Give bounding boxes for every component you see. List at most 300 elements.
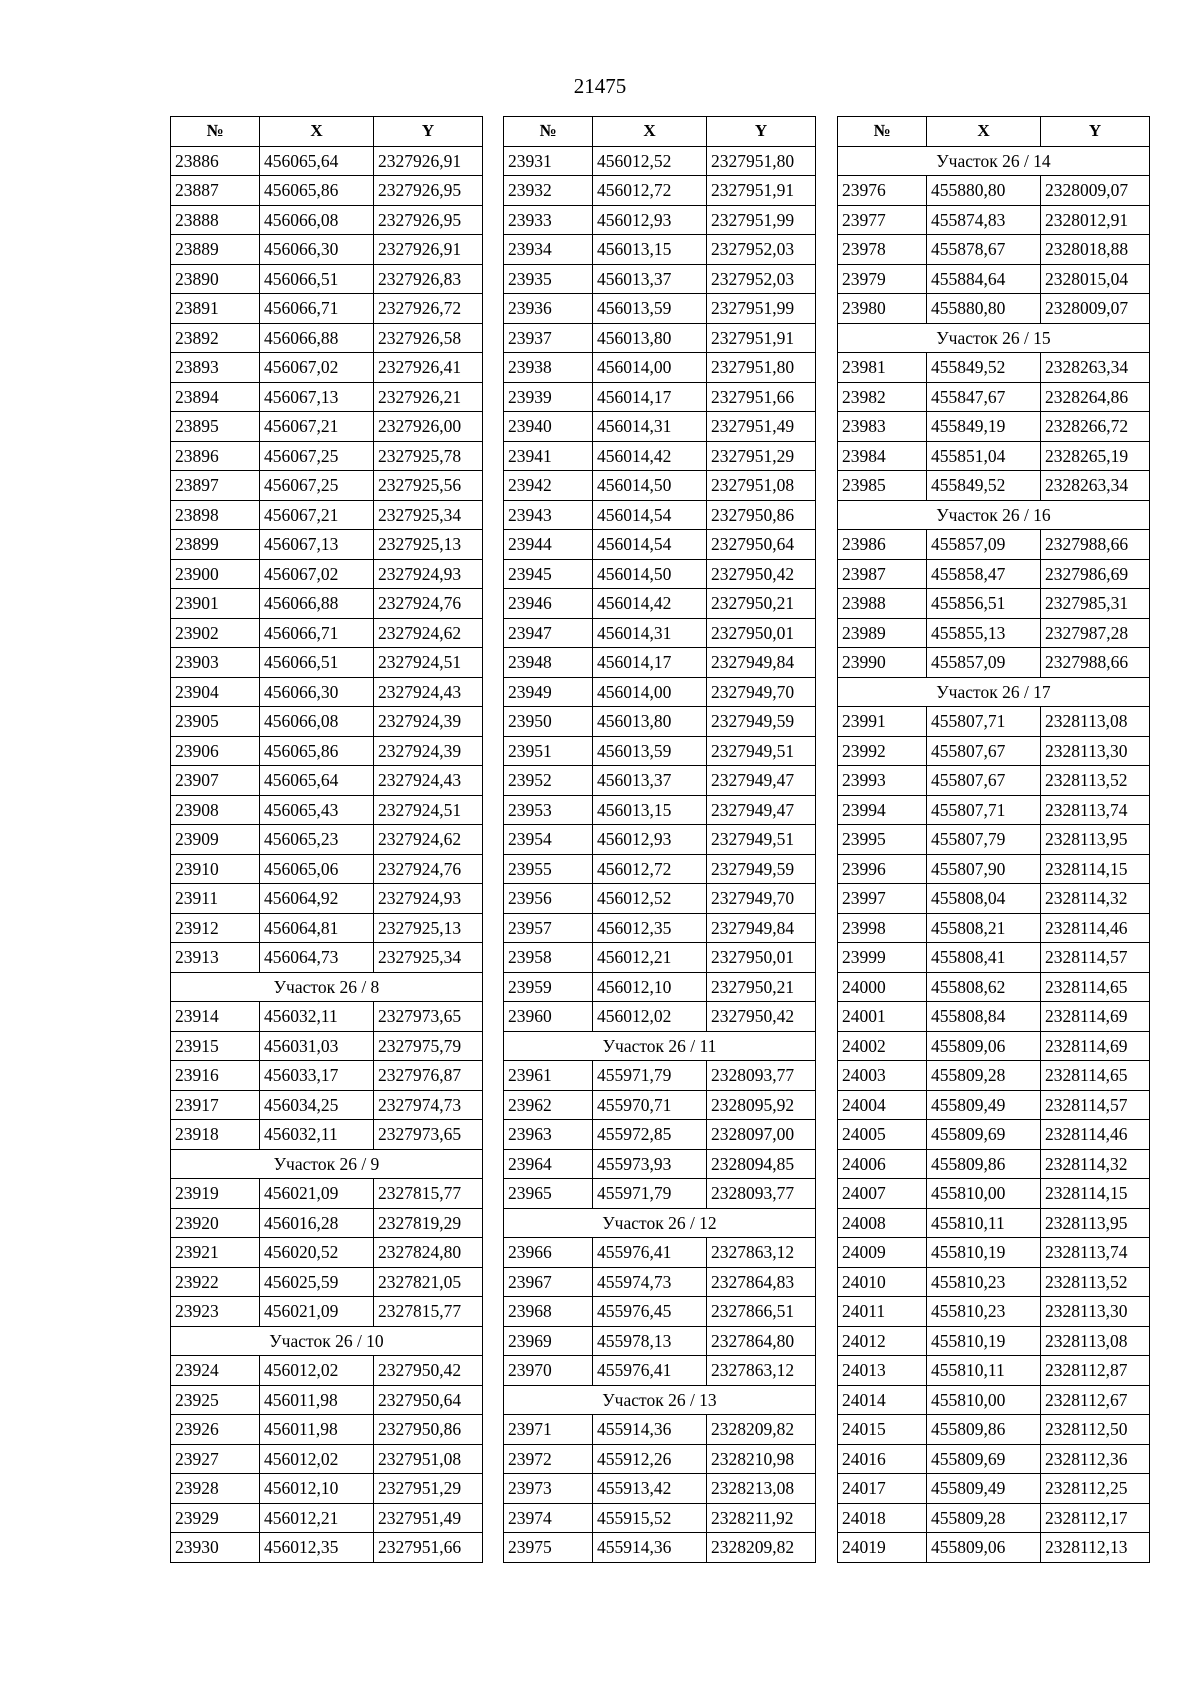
x-coordinate-cell: 455810,23 — [927, 1267, 1041, 1297]
table-row — [504, 1090, 816, 1120]
table-row — [838, 294, 1150, 324]
table-row — [504, 677, 816, 707]
y-coordinate-cell: 2328263,34 — [1041, 471, 1150, 501]
table-row — [171, 618, 483, 648]
x-coordinate-cell: 455978,13 — [593, 1326, 707, 1356]
table-row — [504, 323, 816, 353]
y-coordinate-cell: 2328097,00 — [707, 1120, 816, 1150]
section-title: Участок 26 / 15 — [838, 323, 1150, 353]
section-title: Участок 26 / 8 — [171, 972, 483, 1002]
point-number-cell: 23962 — [504, 1090, 593, 1120]
page-number: 21475 — [573, 74, 627, 98]
point-number-cell: 23965 — [504, 1179, 593, 1209]
y-coordinate-cell: 2328009,07 — [1041, 176, 1150, 206]
table-row — [838, 884, 1150, 914]
point-number-cell: 24014 — [838, 1385, 927, 1415]
y-coordinate-cell: 2328114,57 — [1041, 943, 1150, 973]
x-coordinate-cell: 456013,15 — [593, 795, 707, 825]
x-coordinate-cell: 455807,67 — [927, 736, 1041, 766]
x-coordinate-cell: 455856,51 — [927, 589, 1041, 619]
column-header-y: Y — [707, 117, 816, 147]
point-number-cell: 23986 — [838, 530, 927, 560]
table-row — [504, 795, 816, 825]
y-coordinate-cell: 2327950,01 — [707, 618, 816, 648]
y-coordinate-cell: 2328211,92 — [707, 1503, 816, 1533]
y-coordinate-cell: 2327926,58 — [374, 323, 483, 353]
point-number-cell: 24002 — [838, 1031, 927, 1061]
table-row — [838, 176, 1150, 206]
table-row — [504, 618, 816, 648]
table-row — [171, 530, 483, 560]
table-row — [504, 235, 816, 265]
y-coordinate-cell: 2327863,12 — [707, 1238, 816, 1268]
point-number-cell: 23907 — [171, 766, 260, 796]
x-coordinate-cell: 456066,71 — [260, 618, 374, 648]
x-coordinate-cell: 455807,71 — [927, 795, 1041, 825]
x-coordinate-cell: 456066,08 — [260, 205, 374, 235]
coordinates-table-2 — [503, 116, 816, 1563]
table-row — [504, 707, 816, 737]
point-number-cell: 23916 — [171, 1061, 260, 1091]
point-number-cell: 24000 — [838, 972, 927, 1002]
point-number-cell: 23991 — [838, 707, 927, 737]
point-number-cell: 23891 — [171, 294, 260, 324]
x-coordinate-cell: 455810,00 — [927, 1179, 1041, 1209]
table-row — [171, 1061, 483, 1091]
x-coordinate-cell: 456025,59 — [260, 1267, 374, 1297]
x-coordinate-cell: 455809,86 — [927, 1149, 1041, 1179]
point-number-cell: 23961 — [504, 1061, 593, 1091]
x-coordinate-cell: 455809,06 — [927, 1031, 1041, 1061]
point-number-cell: 23938 — [504, 353, 593, 383]
section-header-row — [838, 323, 1150, 353]
y-coordinate-cell: 2328113,74 — [1041, 1238, 1150, 1268]
x-coordinate-cell: 455809,49 — [927, 1474, 1041, 1504]
y-coordinate-cell: 2327950,86 — [374, 1415, 483, 1445]
point-number-cell: 23894 — [171, 382, 260, 412]
section-header-row — [838, 677, 1150, 707]
point-number-cell: 23908 — [171, 795, 260, 825]
table-row — [171, 412, 483, 442]
y-coordinate-cell: 2327986,69 — [1041, 559, 1150, 589]
column-header-x: X — [593, 117, 707, 147]
x-coordinate-cell: 456014,54 — [593, 530, 707, 560]
y-coordinate-cell: 2328114,32 — [1041, 1149, 1150, 1179]
y-coordinate-cell: 2327924,39 — [374, 707, 483, 737]
coordinates-table-1 — [170, 116, 483, 1563]
y-coordinate-cell: 2327951,49 — [374, 1503, 483, 1533]
point-number-cell: 23899 — [171, 530, 260, 560]
table-row — [171, 677, 483, 707]
section-header-row — [504, 1031, 816, 1061]
table-row — [504, 382, 816, 412]
section-title: Участок 26 / 13 — [504, 1385, 816, 1415]
table-row — [838, 618, 1150, 648]
y-coordinate-cell: 2328114,69 — [1041, 1002, 1150, 1032]
x-coordinate-cell: 455914,36 — [593, 1533, 707, 1563]
y-coordinate-cell: 2328264,86 — [1041, 382, 1150, 412]
point-number-cell: 23970 — [504, 1356, 593, 1386]
table-row — [838, 648, 1150, 678]
y-coordinate-cell: 2328114,57 — [1041, 1090, 1150, 1120]
table-row — [838, 1120, 1150, 1150]
x-coordinate-cell: 455913,42 — [593, 1474, 707, 1504]
x-coordinate-cell: 455847,67 — [927, 382, 1041, 412]
y-coordinate-cell: 2327951,80 — [707, 146, 816, 176]
table-row — [504, 1474, 816, 1504]
x-coordinate-cell: 455810,19 — [927, 1238, 1041, 1268]
point-number-cell: 23900 — [171, 559, 260, 589]
y-coordinate-cell: 2327949,70 — [707, 677, 816, 707]
y-coordinate-cell: 2327951,66 — [374, 1533, 483, 1563]
x-coordinate-cell: 455807,71 — [927, 707, 1041, 737]
table-row — [171, 943, 483, 973]
table-row — [838, 441, 1150, 471]
point-number-cell: 23913 — [171, 943, 260, 973]
table-row — [504, 766, 816, 796]
section-header-row — [838, 500, 1150, 530]
x-coordinate-cell: 455857,09 — [927, 648, 1041, 678]
y-coordinate-cell: 2327951,99 — [707, 294, 816, 324]
x-coordinate-cell: 456016,28 — [260, 1208, 374, 1238]
section-title: Участок 26 / 14 — [838, 146, 1150, 176]
x-coordinate-cell: 455976,41 — [593, 1356, 707, 1386]
y-coordinate-cell: 2327951,08 — [374, 1444, 483, 1474]
table-row — [838, 1533, 1150, 1563]
x-coordinate-cell: 456014,00 — [593, 353, 707, 383]
y-coordinate-cell: 2327924,76 — [374, 854, 483, 884]
point-number-cell: 23914 — [171, 1002, 260, 1032]
table-row — [171, 1533, 483, 1563]
point-number-cell: 23975 — [504, 1533, 593, 1563]
y-coordinate-cell: 2327950,64 — [707, 530, 816, 560]
y-coordinate-cell: 2328113,95 — [1041, 1208, 1150, 1238]
point-number-cell: 23905 — [171, 707, 260, 737]
x-coordinate-cell: 456013,80 — [593, 707, 707, 737]
y-coordinate-cell: 2327815,77 — [374, 1179, 483, 1209]
table-row — [504, 441, 816, 471]
x-coordinate-cell: 455810,23 — [927, 1297, 1041, 1327]
point-number-cell: 24019 — [838, 1533, 927, 1563]
table-row — [838, 412, 1150, 442]
x-coordinate-cell: 455809,86 — [927, 1415, 1041, 1445]
y-coordinate-cell: 2327951,91 — [707, 323, 816, 353]
y-coordinate-cell: 2327925,56 — [374, 471, 483, 501]
y-coordinate-cell: 2328209,82 — [707, 1533, 816, 1563]
table-header-row — [838, 117, 1150, 147]
table-row — [504, 1415, 816, 1445]
point-number-cell: 24004 — [838, 1090, 927, 1120]
table-row — [171, 736, 483, 766]
point-number-cell: 23988 — [838, 589, 927, 619]
column-header-x: X — [260, 117, 374, 147]
y-coordinate-cell: 2327821,05 — [374, 1267, 483, 1297]
table-row — [504, 972, 816, 1002]
table-row — [838, 1385, 1150, 1415]
table-row — [171, 1238, 483, 1268]
point-number-cell: 23994 — [838, 795, 927, 825]
x-coordinate-cell: 456021,09 — [260, 1297, 374, 1327]
table-row — [838, 1149, 1150, 1179]
point-number-cell: 23937 — [504, 323, 593, 353]
table-row — [504, 1326, 816, 1356]
y-coordinate-cell: 2327924,43 — [374, 766, 483, 796]
y-coordinate-cell: 2328112,87 — [1041, 1356, 1150, 1386]
column-header-x: X — [927, 117, 1041, 147]
point-number-cell: 23972 — [504, 1444, 593, 1474]
y-coordinate-cell: 2327952,03 — [707, 235, 816, 265]
y-coordinate-cell: 2327950,86 — [707, 500, 816, 530]
table-row — [504, 884, 816, 914]
point-number-cell: 23967 — [504, 1267, 593, 1297]
table-row — [838, 1061, 1150, 1091]
x-coordinate-cell: 455878,67 — [927, 235, 1041, 265]
y-coordinate-cell: 2328114,32 — [1041, 884, 1150, 914]
y-coordinate-cell: 2328113,30 — [1041, 1297, 1150, 1327]
x-coordinate-cell: 455810,00 — [927, 1385, 1041, 1415]
point-number-cell: 23944 — [504, 530, 593, 560]
y-coordinate-cell: 2327949,59 — [707, 707, 816, 737]
x-coordinate-cell: 456032,11 — [260, 1120, 374, 1150]
table-row — [504, 1238, 816, 1268]
table-row — [504, 1149, 816, 1179]
table-header-row — [171, 117, 483, 147]
y-coordinate-cell: 2327819,29 — [374, 1208, 483, 1238]
point-number-cell: 24007 — [838, 1179, 927, 1209]
y-coordinate-cell: 2328263,34 — [1041, 353, 1150, 383]
x-coordinate-cell: 456014,17 — [593, 382, 707, 412]
point-number-cell: 23950 — [504, 707, 593, 737]
x-coordinate-cell: 456012,02 — [260, 1356, 374, 1386]
table-row — [504, 353, 816, 383]
point-number-cell: 23912 — [171, 913, 260, 943]
point-number-cell: 23973 — [504, 1474, 593, 1504]
point-number-cell: 23989 — [838, 618, 927, 648]
y-coordinate-cell: 2328266,72 — [1041, 412, 1150, 442]
x-coordinate-cell: 455880,80 — [927, 294, 1041, 324]
point-number-cell: 24011 — [838, 1297, 927, 1327]
x-coordinate-cell: 456067,21 — [260, 500, 374, 530]
table-row — [838, 1356, 1150, 1386]
point-number-cell: 23999 — [838, 943, 927, 973]
x-coordinate-cell: 456012,35 — [260, 1533, 374, 1563]
point-number-cell: 23963 — [504, 1120, 593, 1150]
y-coordinate-cell: 2328093,77 — [707, 1179, 816, 1209]
table-row — [838, 913, 1150, 943]
column-header-number: № — [838, 117, 927, 147]
y-coordinate-cell: 2328094,85 — [707, 1149, 816, 1179]
table-row — [838, 972, 1150, 1002]
table-row — [171, 382, 483, 412]
y-coordinate-cell: 2327952,03 — [707, 264, 816, 294]
point-number-cell: 23934 — [504, 235, 593, 265]
y-coordinate-cell: 2327949,84 — [707, 913, 816, 943]
x-coordinate-cell: 455807,67 — [927, 766, 1041, 796]
y-coordinate-cell: 2327988,66 — [1041, 530, 1150, 560]
table-row — [171, 589, 483, 619]
table-row — [171, 1002, 483, 1032]
table-row — [838, 1474, 1150, 1504]
point-number-cell: 23886 — [171, 146, 260, 176]
table-row — [504, 1061, 816, 1091]
table-row — [504, 1297, 816, 1327]
point-number-cell: 23920 — [171, 1208, 260, 1238]
x-coordinate-cell: 456064,73 — [260, 943, 374, 973]
table-row — [838, 1415, 1150, 1445]
y-coordinate-cell: 2327924,93 — [374, 884, 483, 914]
table-row — [171, 707, 483, 737]
point-number-cell: 23959 — [504, 972, 593, 1002]
x-coordinate-cell: 455915,52 — [593, 1503, 707, 1533]
x-coordinate-cell: 455809,49 — [927, 1090, 1041, 1120]
point-number-cell: 23910 — [171, 854, 260, 884]
point-number-cell: 23998 — [838, 913, 927, 943]
point-number-cell: 23948 — [504, 648, 593, 678]
y-coordinate-cell: 2327926,72 — [374, 294, 483, 324]
x-coordinate-cell: 455849,52 — [927, 471, 1041, 501]
x-coordinate-cell: 455849,19 — [927, 412, 1041, 442]
y-coordinate-cell: 2327925,13 — [374, 530, 483, 560]
x-coordinate-cell: 456014,31 — [593, 412, 707, 442]
point-number-cell: 23993 — [838, 766, 927, 796]
table-row — [171, 1297, 483, 1327]
x-coordinate-cell: 455810,11 — [927, 1208, 1041, 1238]
x-coordinate-cell: 455810,19 — [927, 1326, 1041, 1356]
point-number-cell: 23955 — [504, 854, 593, 884]
x-coordinate-cell: 456064,81 — [260, 913, 374, 943]
point-number-cell: 23895 — [171, 412, 260, 442]
point-number-cell: 23922 — [171, 1267, 260, 1297]
table-row — [171, 1208, 483, 1238]
x-coordinate-cell: 456014,50 — [593, 559, 707, 589]
table-row — [171, 648, 483, 678]
y-coordinate-cell: 2327925,78 — [374, 441, 483, 471]
x-coordinate-cell: 456013,37 — [593, 766, 707, 796]
x-coordinate-cell: 456014,50 — [593, 471, 707, 501]
x-coordinate-cell: 456014,00 — [593, 677, 707, 707]
table-row — [504, 736, 816, 766]
section-header-row — [504, 1385, 816, 1415]
y-coordinate-cell: 2328114,65 — [1041, 972, 1150, 1002]
table-row — [504, 913, 816, 943]
x-coordinate-cell: 456067,02 — [260, 353, 374, 383]
x-coordinate-cell: 455974,73 — [593, 1267, 707, 1297]
y-coordinate-cell: 2327951,99 — [707, 205, 816, 235]
table-row — [171, 1444, 483, 1474]
x-coordinate-cell: 456012,02 — [593, 1002, 707, 1032]
table-row — [838, 1002, 1150, 1032]
x-coordinate-cell: 456067,13 — [260, 382, 374, 412]
table-row — [838, 943, 1150, 973]
x-coordinate-cell: 456012,21 — [260, 1503, 374, 1533]
y-coordinate-cell: 2327973,65 — [374, 1120, 483, 1150]
point-number-cell: 23996 — [838, 854, 927, 884]
table-row — [504, 471, 816, 501]
point-number-cell: 24013 — [838, 1356, 927, 1386]
y-coordinate-cell: 2327926,91 — [374, 146, 483, 176]
y-coordinate-cell: 2327950,01 — [707, 943, 816, 973]
y-coordinate-cell: 2328114,46 — [1041, 1120, 1150, 1150]
table-row — [504, 146, 816, 176]
y-coordinate-cell: 2327949,47 — [707, 795, 816, 825]
point-number-cell: 23971 — [504, 1415, 593, 1445]
point-number-cell: 23917 — [171, 1090, 260, 1120]
y-coordinate-cell: 2328093,77 — [707, 1061, 816, 1091]
table-row — [838, 1326, 1150, 1356]
y-coordinate-cell: 2327949,70 — [707, 884, 816, 914]
point-number-cell: 23940 — [504, 412, 593, 442]
y-coordinate-cell: 2327864,80 — [707, 1326, 816, 1356]
y-coordinate-cell: 2327924,62 — [374, 825, 483, 855]
y-coordinate-cell: 2327988,66 — [1041, 648, 1150, 678]
y-coordinate-cell: 2327950,42 — [374, 1356, 483, 1386]
point-number-cell: 23927 — [171, 1444, 260, 1474]
table-row — [171, 146, 483, 176]
table-row — [838, 1179, 1150, 1209]
table-row — [171, 1415, 483, 1445]
y-coordinate-cell: 2328213,08 — [707, 1474, 816, 1504]
x-coordinate-cell: 456065,23 — [260, 825, 374, 855]
y-coordinate-cell: 2327924,39 — [374, 736, 483, 766]
table-row — [171, 854, 483, 884]
point-number-cell: 23925 — [171, 1385, 260, 1415]
point-number-cell: 23889 — [171, 235, 260, 265]
point-number-cell: 23985 — [838, 471, 927, 501]
point-number-cell: 23966 — [504, 1238, 593, 1268]
x-coordinate-cell: 456012,93 — [593, 205, 707, 235]
table-row — [171, 441, 483, 471]
x-coordinate-cell: 456012,93 — [593, 825, 707, 855]
point-number-cell: 23906 — [171, 736, 260, 766]
y-coordinate-cell: 2328095,92 — [707, 1090, 816, 1120]
y-coordinate-cell: 2327976,87 — [374, 1061, 483, 1091]
point-number-cell: 23981 — [838, 353, 927, 383]
point-number-cell: 23932 — [504, 176, 593, 206]
point-number-cell: 23930 — [171, 1533, 260, 1563]
point-number-cell: 23933 — [504, 205, 593, 235]
y-coordinate-cell: 2327951,91 — [707, 176, 816, 206]
table-row — [171, 176, 483, 206]
point-number-cell: 23902 — [171, 618, 260, 648]
table-row — [838, 205, 1150, 235]
x-coordinate-cell: 456067,02 — [260, 559, 374, 589]
y-coordinate-cell: 2328112,13 — [1041, 1533, 1150, 1563]
table-row — [838, 1267, 1150, 1297]
point-number-cell: 23935 — [504, 264, 593, 294]
table-row — [838, 1238, 1150, 1268]
y-coordinate-cell: 2327926,83 — [374, 264, 483, 294]
x-coordinate-cell: 456012,10 — [593, 972, 707, 1002]
x-coordinate-cell: 455971,79 — [593, 1061, 707, 1091]
point-number-cell: 23958 — [504, 943, 593, 973]
x-coordinate-cell: 455808,21 — [927, 913, 1041, 943]
x-coordinate-cell: 455808,62 — [927, 972, 1041, 1002]
point-number-cell: 23904 — [171, 677, 260, 707]
table-row — [171, 353, 483, 383]
table-row — [504, 854, 816, 884]
table-row — [171, 1503, 483, 1533]
section-header-row — [838, 146, 1150, 176]
point-number-cell: 23890 — [171, 264, 260, 294]
y-coordinate-cell: 2327924,93 — [374, 559, 483, 589]
table-row — [838, 353, 1150, 383]
point-number-cell: 23921 — [171, 1238, 260, 1268]
table-row — [504, 500, 816, 530]
x-coordinate-cell: 455884,64 — [927, 264, 1041, 294]
table-row — [504, 1267, 816, 1297]
x-coordinate-cell: 455880,80 — [927, 176, 1041, 206]
table-row — [171, 766, 483, 796]
